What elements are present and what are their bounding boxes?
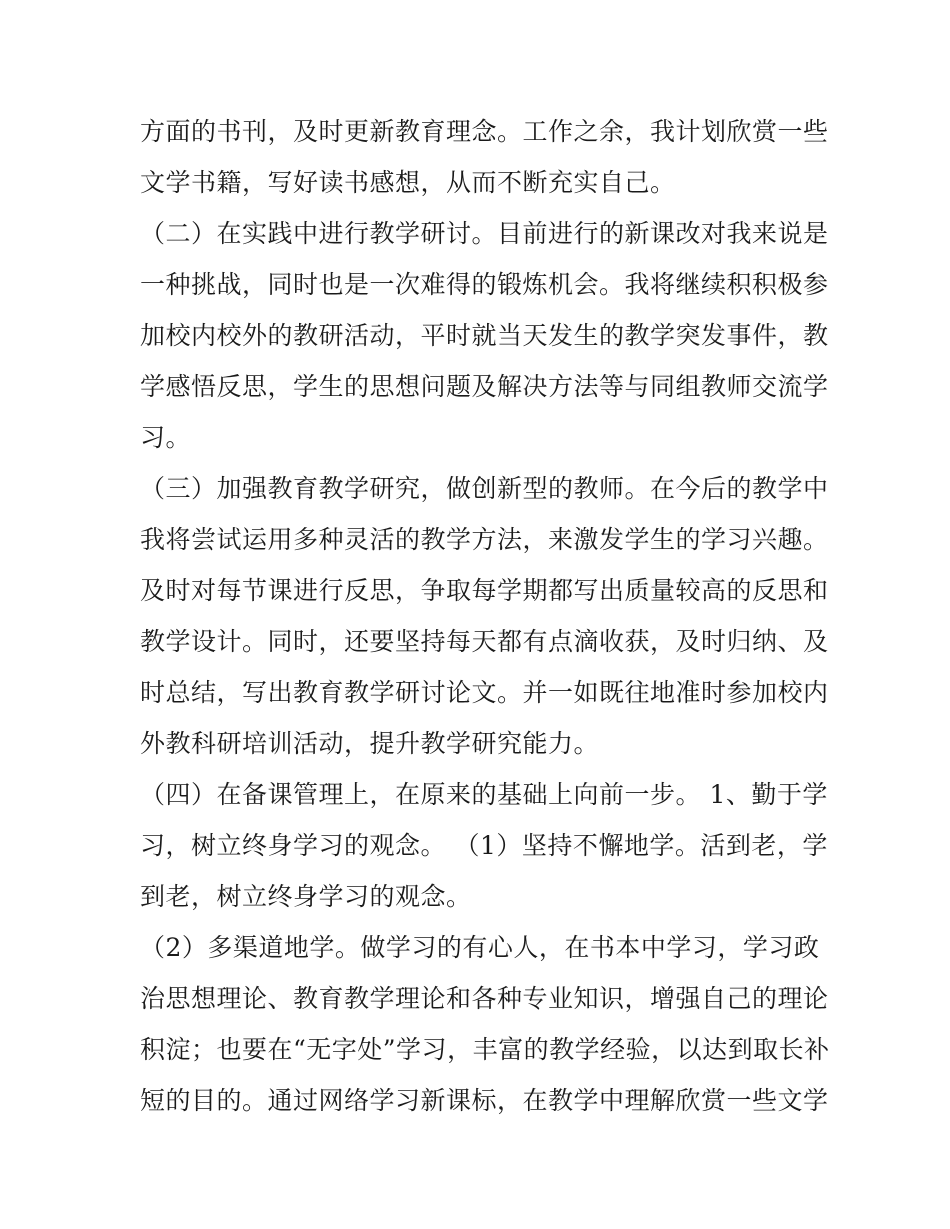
text-line: （2）多渠道地学。做学习的有心人，在书本中学习，学习政 [140, 933, 820, 962]
text-line: 习，树立终身学习的观念。 （1）坚持不懈地学。活到老，学 [140, 831, 828, 860]
text-line: 学感悟反思，学生的思想问题及解决方法等与同组教师交流学 [140, 372, 829, 401]
text-line: 习。 [140, 423, 192, 452]
text-line: 文学书籍，写好读书感想，从而不断充实自己。 [140, 168, 676, 197]
text-line: 到老，树立终身学习的观念。 [140, 882, 472, 911]
text-line: 我将尝试运用多种灵活的教学方法，来激发学生的学习兴趣。 [140, 525, 829, 554]
text-line: 及时对每节课进行反思，争取每学期都写出质量较高的反思和 [140, 576, 829, 605]
text-line: 治思想理论、教育教学理论和各种专业知识，增强自己的理论 [140, 984, 829, 1013]
text-line: 时总结，写出教育教学研讨论文。并一如既往地准时参加校内 [140, 678, 829, 707]
text-line: 积淀；也要在“无字处”学习，丰富的教学经验，以达到取长补 [140, 1035, 830, 1064]
text-line: （三）加强教育教学研究，做创新型的教师。在今后的教学中 [140, 474, 829, 503]
text-line: 方面的书刊，及时更新教育理念。工作之余，我计划欣赏一些 [140, 117, 829, 146]
text-line: 一种挑战，同时也是一次难得的锻炼机会。我将继续积积极参 [140, 270, 829, 299]
text-line: 短的目的。通过网络学习新课标，在教学中理解欣赏一些文学 [140, 1086, 829, 1115]
text-line: 教学设计。同时，还要坚持每天都有点滴收获，及时归纳、及 [140, 627, 829, 656]
text-line: （二）在实践中进行教学研讨。目前进行的新课改对我来说是 [140, 219, 829, 248]
text-line: （四）在备课管理上，在原来的基础上向前一步。 1、勤于学 [140, 780, 828, 809]
text-line: 外教科研培训活动，提升教学研究能力。 [140, 729, 600, 758]
body-text [140, 106, 830, 1126]
text-line: 加校内校外的教研活动，平时就当天发生的教学突发事件，教 [140, 321, 829, 350]
